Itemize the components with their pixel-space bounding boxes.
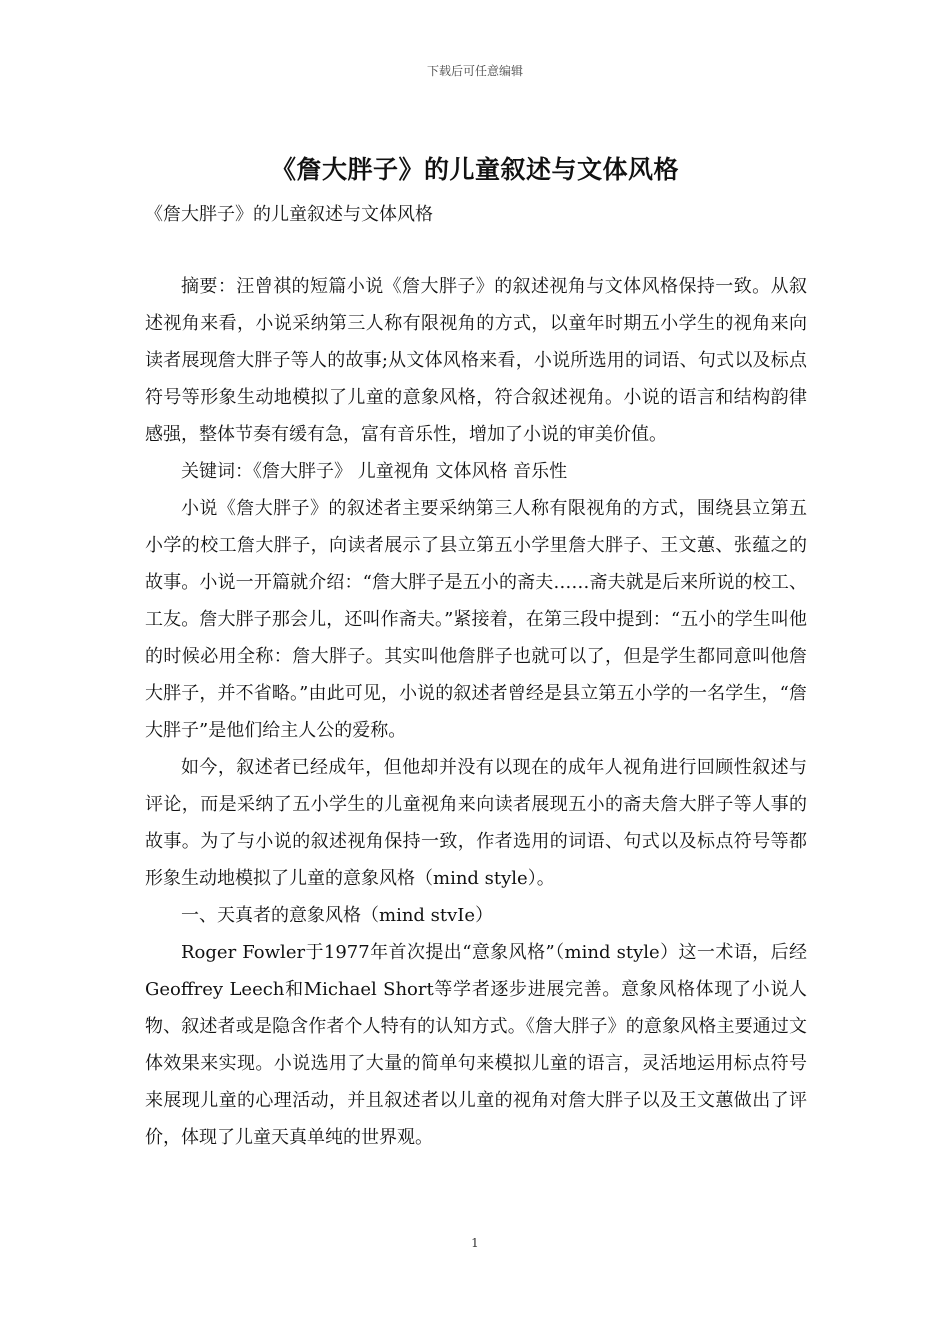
keywords-paragraph: 关键词：《詹大胖子》 儿童视角 文体风格 音乐性 [181, 461, 568, 482]
page-title: 《詹大胖子》的儿童叙述与文体风格 [270, 155, 679, 184]
body-content [145, 268, 807, 1156]
body-paragraph: Roger Fowler于1977年首次提出“意象风格”（mind style）这一术语，后经Geoffrey Leech和Michael Short等学者逐步进展完善。意象风格体现了小说人物、叙述者或是隐含作者个人特有的认知方式。《詹大胖子》的意象风格主要通过文体效果来实现。小说选用了大量的简单句来模拟儿童的语言，灵活地运用标点符号来展现儿童的心理活动，并且叙述者以儿童的视角对詹大胖子以及王文蕙做出了评价，体现了儿童天真单纯的世界观。 [145, 942, 807, 1148]
section-heading: 一、天真者的意象风格（mind stvIe） [181, 905, 494, 926]
page-number: 1 [471, 1236, 479, 1250]
body-paragraph: 小说《詹大胖子》的叙述者主要采纳第三人称有限视角的方式，围绕县立第五小学的校工詹大胖子，向读者展示了县立第五小学里詹大胖子、王文蕙、张蕴之的故事。小说一开篇就介绍：“詹大胖子是五小的斋夫……斋夫就是后来所说的校工、工友。詹大胖子那会儿，还叫作斋夫。”紧接着，在第三段中提到：“五小的学生叫他的时候必用全称：詹大胖子。其实叫他詹胖子也就可以了，但是学生都同意叫他詹大胖子，并不省略。”由此可见，小说的叙述者曾经是县立第五小学的一名学生，“詹大胖子”是他们给主人公的爱称。 [145, 498, 807, 741]
abstract-paragraph: 摘要：汪曾祺的短篇小说《詹大胖子》的叙述视角与文体风格保持一致。从叙述视角来看，小说采纳第三人称有限视角的方式，以童年时期五小学生的视角来向读者展现詹大胖子等人的故事;从文体风格来看，小说所选用的词语、句式以及标点符号等形象生动地模拟了儿童的意象风格，符合叙述视角。小说的语言和结构韵律感强，整体节奏有缓有急，富有音乐性，增加了小说的审美价值。 [145, 276, 807, 445]
body-paragraph: 如今，叙述者已经成年，但他却并没有以现在的成年人视角进行回顾性叙述与评论，而是采纳了五小学生的儿童视角来向读者展现五小的斋夫詹大胖子等人事的故事。为了与小说的叙述视角保持一致，作者选用的词语、句式以及标点符号等都形象生动地模拟了儿童的意象风格（mind style）。 [145, 757, 807, 889]
subtitle: 《詹大胖子》的儿童叙述与文体风格 [145, 204, 433, 225]
header-note: 下载后可任意编辑 [426, 64, 523, 78]
